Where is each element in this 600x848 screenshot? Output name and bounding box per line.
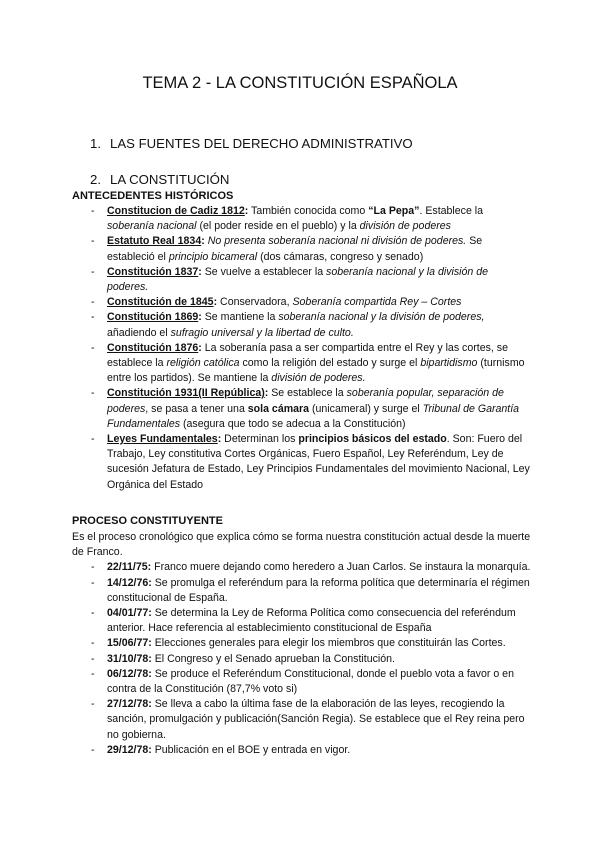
list-item: - 04/01/77: Se determina la Ley de Reforma Política como consecuencia del referéndum anterior. Hace referencia al establecimiento constitucional de España (72, 606, 532, 636)
section-number: 1. (90, 136, 101, 151)
item-date: 27/12/78: (107, 698, 152, 711)
item-date: 15/06/77: (107, 637, 152, 650)
item-key: Constitución 1869 (107, 311, 199, 324)
proceso-list (72, 560, 532, 758)
item-date: 29/12/78: (107, 743, 152, 756)
section-heading-2 (90, 172, 229, 187)
list-item: - Constitución 1876: La soberanía pasa a ser compartida entre el Rey y las cortes, se establece la religión católica como la religión del estado y surge el bipartidismo (turnismo entre los partidos). Se mantiene la división de poderes. (72, 341, 532, 387)
antecedentes-heading: ANTECEDENTES HISTÓRICOS (72, 190, 234, 202)
list-item: - Constitución de 1845: Conservadora, Soberanía compartida Rey – Cortes (72, 295, 532, 310)
proceso-intro: Es el proceso cronológico que explica cómo se forma nuestra constitución actual desde la muerte de Franco. (72, 531, 531, 559)
list-item: - 29/12/78: Publicación en el BOE y entrada en vigor. (72, 743, 532, 758)
list-item: - 31/10/78: El Congreso y el Senado aprueban la Constitución. (72, 652, 532, 667)
item-date: 06/12/78: (107, 667, 152, 680)
item-key: Estatuto Real 1834 (107, 235, 202, 248)
list-item: - Constitución 1869: Se mantiene la soberanía nacional y la división de poderes, añadiendo el sufragio universal y la libertad de culto. (72, 310, 532, 340)
item-date: 14/12/76: (107, 576, 152, 589)
list-item: - Constitucion de Cadiz 1812: También conocida como “La Pepa”. Establece la soberanía nacional (el poder reside en el pueblo) y la división de poderes (72, 204, 532, 234)
proceso-section (72, 530, 532, 758)
section-title: LAS FUENTES DEL DERECHO ADMINISTRATIVO (110, 136, 413, 151)
list-item: - 27/12/78: Se lleva a cabo la última fase de la elaboración de las leyes, recogiendo la sanción, promulgación y publicación(Sanción Regia). Se establece que el Rey reina pero no gobierna. (72, 697, 532, 743)
item-date: 22/11/75: (107, 561, 152, 574)
item-key: Constitución 1837 (107, 265, 199, 278)
list-item: - Estatuto Real 1834: No presenta soberanía nacional ni división de poderes. Se estableció el principio bicameral (dos cámaras, congreso y senado) (72, 234, 532, 264)
item-key: Constitución de 1845 (107, 296, 214, 309)
item-key: Constitución 1876 (107, 341, 199, 354)
list-item: - Leyes Fundamentales: Determinan los principios básicos del estado. Son: Fuero del Trabajo, Ley constitutiva Cortes Orgánicas, Fuero Español, Ley Referéndum, Ley de sucesión Jefatura de Estado, Ley Principios Fundamentales del movimiento Nacional, Ley Orgánica del Estado (72, 432, 532, 493)
list-item: - 06/12/78: Se produce el Referéndum Constitucional, donde el pueblo vota a favor o en contra de la Constitución (87,7% voto si) (72, 667, 532, 697)
item-key: Constitución 1931(II República) (107, 387, 265, 400)
list-item: - 14/12/76: Se promulga el referéndum para la reforma política que determinaría el régimen constitucional de España. (72, 576, 532, 606)
list-item: - 15/06/77: Elecciones generales para elegir los miembros que constituirán las Cortes. (72, 636, 532, 651)
section-heading-1 (90, 136, 413, 151)
item-date: 04/01/77: (107, 607, 152, 620)
antecedentes-list (72, 204, 532, 493)
item-key: Leyes Fundamentales (107, 433, 218, 446)
item-date: 31/10/78: (107, 652, 152, 665)
item-key: Constitucion de Cadiz 1812 (107, 205, 245, 217)
list-item: - Constitución 1931(II República): Se establece la soberanía popular, separación de poderes, se pasa a tener una sola cámara (unicameral) y surge el Tribunal de Garantía Fundamentales (asegura que todo se adecua a la Constitución) (72, 386, 532, 432)
section-title: LA CONSTITUCIÓN (110, 172, 230, 187)
proceso-heading: PROCESO CONSTITUYENTE (72, 515, 223, 527)
page-title: TEMA 2 - LA CONSTITUCIÓN ESPAÑOLA (142, 74, 458, 92)
list-item: - Constitución 1837: Se vuelve a establecer la soberanía nacional y la división de poderes. (72, 265, 532, 295)
section-number: 2. (90, 172, 101, 187)
list-item: - 22/11/75: Franco muere dejando como heredero a Juan Carlos. Se instaura la monarquía. (72, 560, 532, 575)
